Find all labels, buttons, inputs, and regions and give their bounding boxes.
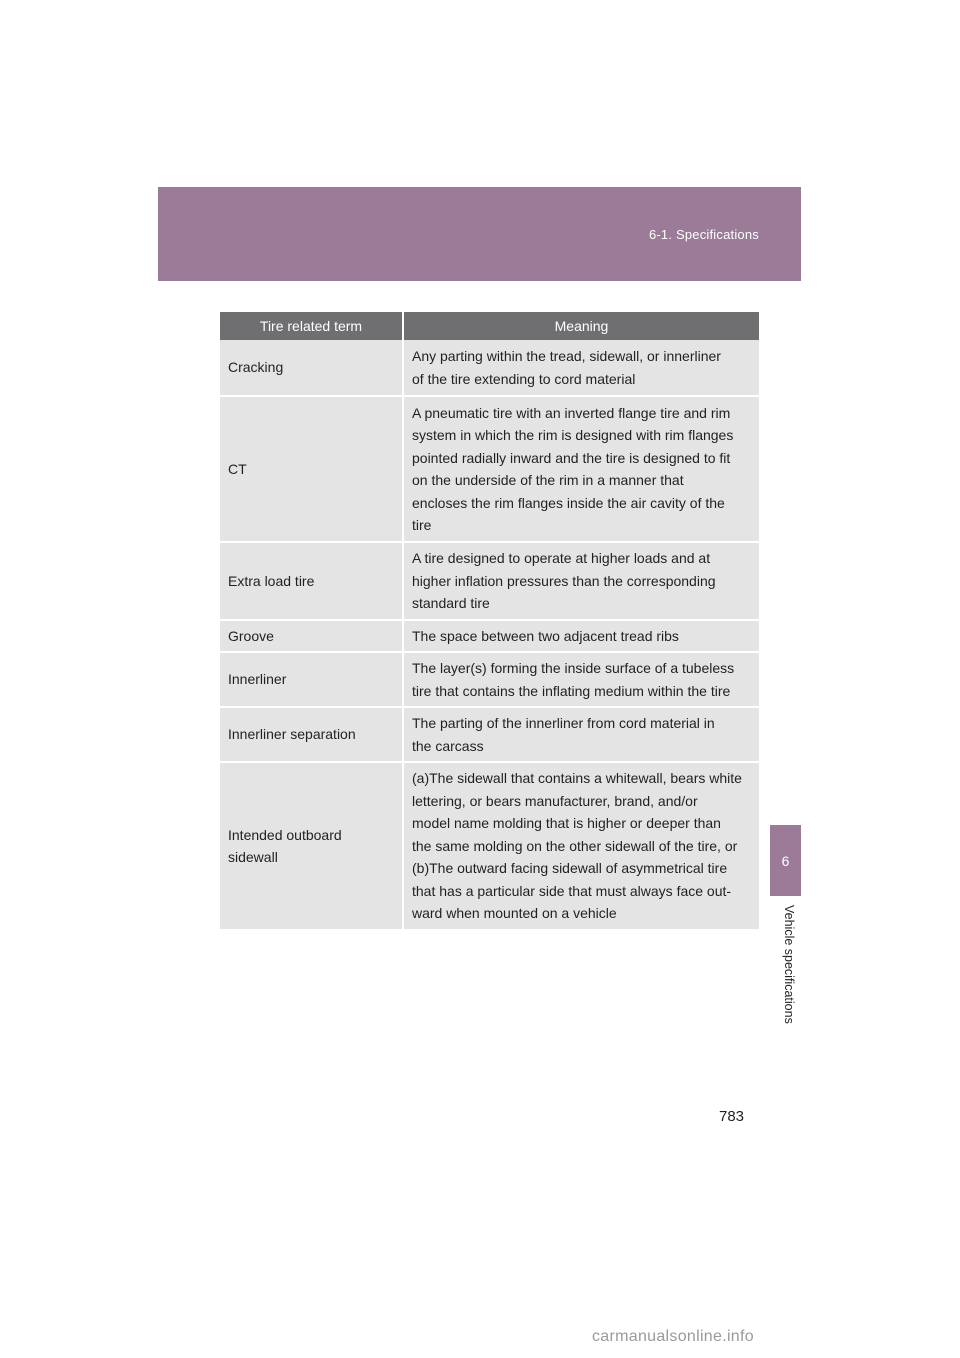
table-row <box>220 707 759 762</box>
table-row <box>220 620 759 653</box>
meaning-line: on the underside of the rim in a manner that <box>412 472 684 488</box>
term-cell <box>220 762 403 930</box>
meaning-line: (a)The sidewall that contains a whitewall, bears white <box>412 770 742 787</box>
term-cell: Cracking <box>220 340 403 396</box>
meaning-line: the carcass <box>412 737 484 754</box>
watermark: carmanualsonline.info <box>592 1328 754 1345</box>
meaning-line: standard tire <box>412 595 490 611</box>
meaning-line: The layer(s) forming the inside surface of a tubeless <box>412 660 735 676</box>
meaning-line: higher inflation pressures than the corresponding <box>412 572 716 589</box>
table-row <box>220 340 759 396</box>
term-cell: Groove <box>220 620 403 653</box>
term-cell: CT <box>220 396 403 542</box>
term-cell: Extra load tire <box>220 542 403 620</box>
meaning-line: A pneumatic tire with an inverted flange tire and rim <box>412 404 731 421</box>
chapter-number: 6 <box>781 852 790 869</box>
meaning-cell <box>403 340 759 396</box>
meaning-line: the same molding on the other sidewall of the tire, or <box>412 837 738 854</box>
meaning-cell <box>403 620 759 653</box>
term-line: Intended outboard <box>228 826 342 843</box>
header-band <box>158 187 801 281</box>
chapter-label: Vehicle specifications <box>782 905 796 1024</box>
chapter-tab <box>770 825 801 896</box>
meaning-line: pointed radially inward and the tire is designed to fit <box>412 449 731 466</box>
meaning-line: A tire designed to operate at higher loads and at <box>412 550 711 566</box>
table-row <box>220 762 759 930</box>
meaning-line: tire that contains the inflating medium within the tire <box>412 682 731 699</box>
term-cell: Innerliner separation <box>220 707 403 762</box>
tire-terms-table <box>220 312 759 931</box>
table-row <box>220 652 759 707</box>
section-title: 6-1. Specifications <box>648 227 759 242</box>
meaning-line: The parting of the innerliner from cord material in <box>412 715 715 731</box>
meaning-line: Any parting within the tread, sidewall, or innerliner <box>412 348 721 364</box>
table-row <box>220 542 759 620</box>
meaning-cell <box>403 652 759 707</box>
meaning-cell <box>403 542 759 620</box>
page-number: 783 <box>719 1108 745 1125</box>
table-header-row <box>220 312 759 340</box>
meaning-line: (b)The outward facing sidewall of asymmetrical tire <box>412 860 728 877</box>
meaning-line: The space between two adjacent tread ribs <box>412 627 679 644</box>
meaning-line: lettering, or bears manufacturer, brand, and/or <box>412 792 698 809</box>
term-line: sidewall <box>228 849 278 865</box>
term-cell: Innerliner <box>220 652 403 707</box>
column-header-term: Tire related term <box>220 312 403 340</box>
table-row <box>220 396 759 542</box>
meaning-cell <box>403 707 759 762</box>
meaning-line: tire <box>412 517 432 533</box>
meaning-line: of the tire extending to cord material <box>412 370 636 387</box>
meaning-line: model name molding that is higher or deeper than <box>412 815 721 832</box>
meaning-line: system in which the rim is designed with rim flanges <box>412 427 734 443</box>
meaning-cell <box>403 762 759 930</box>
meaning-cell <box>403 396 759 542</box>
meaning-line: that has a particular side that must always face out- <box>412 882 732 899</box>
meaning-line: ward when mounted on a vehicle <box>412 905 617 922</box>
meaning-line: encloses the rim flanges inside the air cavity of the <box>412 494 725 511</box>
column-header-meaning: Meaning <box>403 312 759 340</box>
